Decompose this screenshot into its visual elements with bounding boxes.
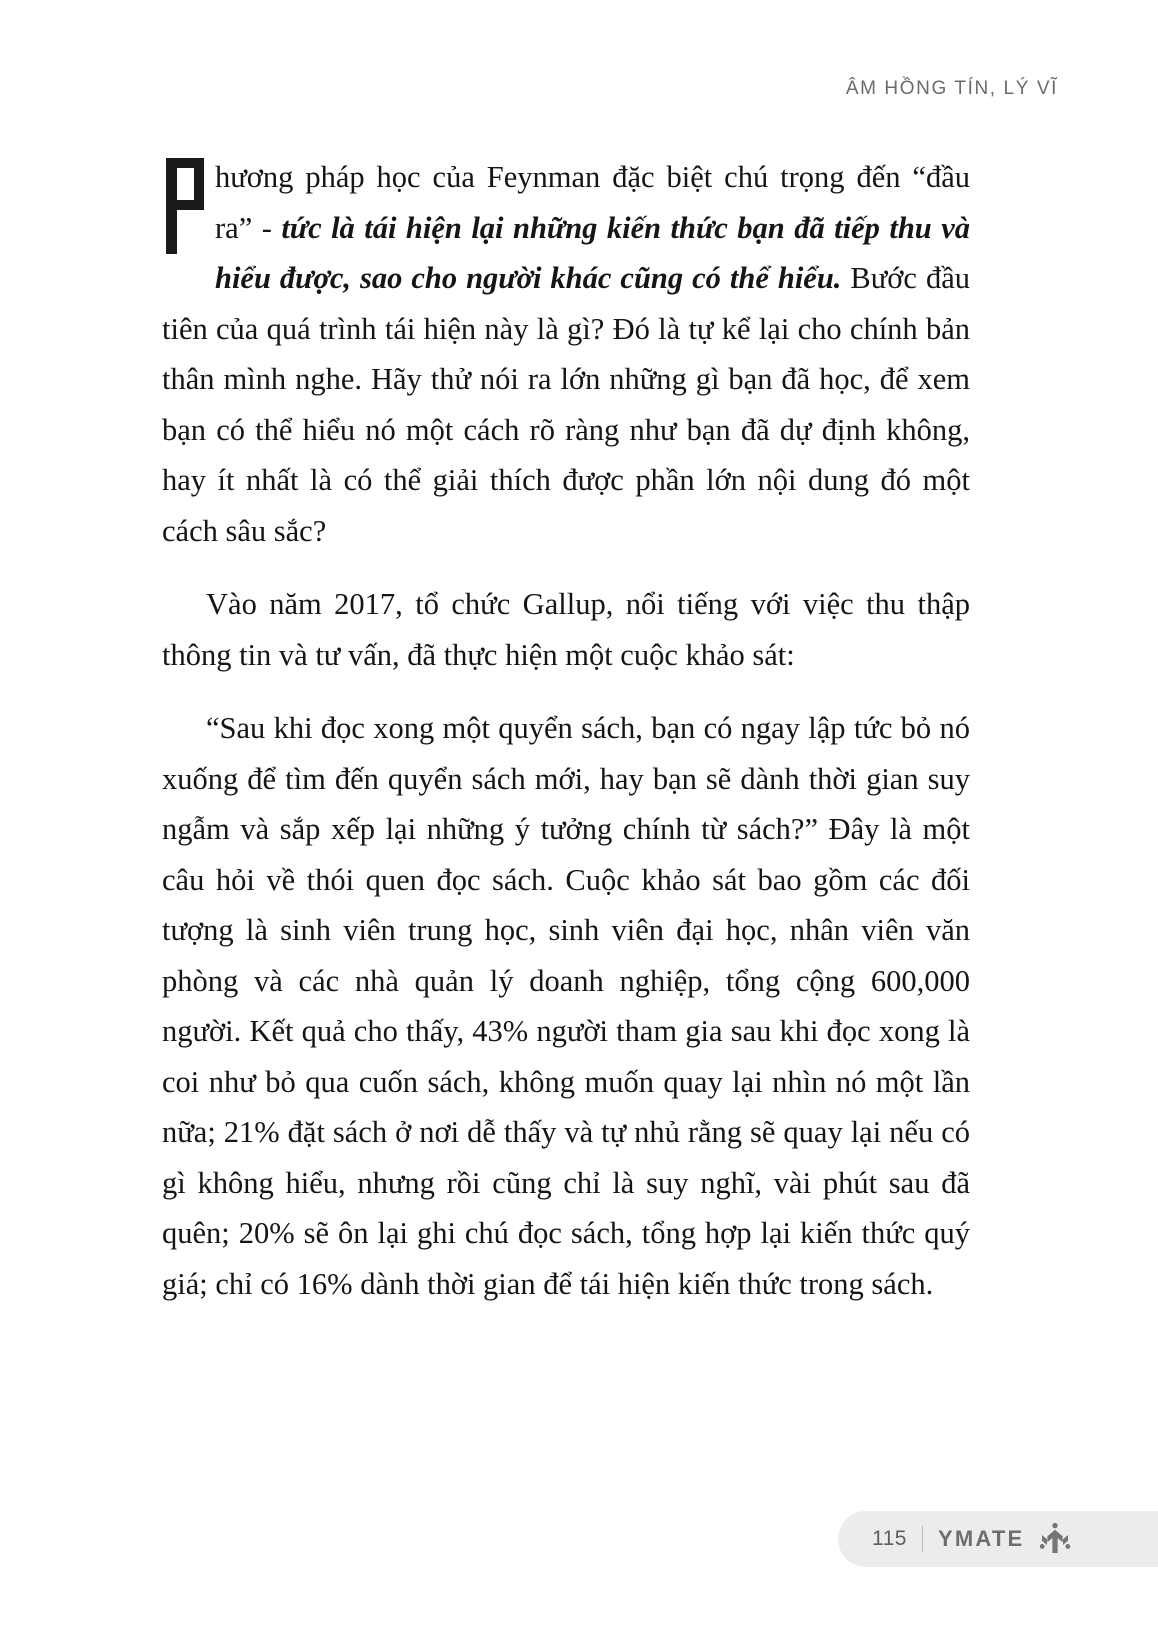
drop-cap-letter-p: [162, 158, 206, 254]
paragraph-1-lead: hương pháp học của Feynman đặc biệt chú trọng đến “đầu ra” -: [215, 160, 970, 245]
page-footer-badge: [838, 1511, 1158, 1567]
paragraph-1: [162, 152, 970, 556]
paragraph-1-rest: Bước đầu tiên của quá trình tái hiện này là gì? Đó là tự kể lại cho chính bản thân mình nghe. Hãy thử nói ra lớn những gì bạn đã học, để xem bạn có thể hiểu nó một cách rõ ràng như bạn đã dự định không, hay ít nhất là có thể giải thích được phần lớn nội dung đó một cách sâu sắc?: [162, 261, 970, 548]
brand-name: YMATE: [937, 1526, 1025, 1551]
running-head: ÂM HỒNG TÍN, LÝ VĨ: [845, 78, 1058, 99]
paragraph-1-emphasis: tức là tái hiện lại những kiến thức bạn đã tiếp thu và hiểu được, sao cho người khác cũng có thể hiểu.: [215, 210, 971, 295]
ymate-logo-icon: [1038, 1522, 1072, 1556]
text-column: [162, 152, 970, 1309]
paragraph-2: Vào năm 2017, tổ chức Gallup, nổi tiếng với việc thu thập thông tin và tư vấn, đã thực hiện một cuộc khảo sát:: [162, 587, 970, 672]
paragraph-3: “Sau khi đọc xong một quyển sách, bạn có ngay lập tức bỏ nó xuống để tìm đến quyển sách mới, hay bạn sẽ dành thời gian suy ngẫm và sắp xếp lại những ý tưởng chính từ sách?” Đây là một câu hỏi về thói quen đọc sách. Cuộc khảo sát bao gồm các đối tượng là sinh viên trung học, sinh viên đại học, nhân viên văn phòng và các nhà quản lý doanh nghiệp, tổng cộng 600,000 người. Kết quả cho thấy, 43% người tham gia sau khi đọc xong là coi như bỏ qua cuốn sách, không muốn quay lại nhìn nó một lần nữa; 21% đặt sách ở nơi dễ thấy và tự nhủ rằng sẽ quay lại nếu có gì không hiểu, nhưng rồi cũng chỉ là suy nghĩ, vài phút sau đã quên; 20% sẽ ôn lại ghi chú đọc sách, tổng hợp lại kiến thức quý giá; chỉ có 16% dành thời gian để tái hiện kiến thức trong sách.: [162, 711, 970, 1301]
page-number: 115: [872, 1527, 907, 1550]
footer-divider: [922, 1526, 923, 1552]
